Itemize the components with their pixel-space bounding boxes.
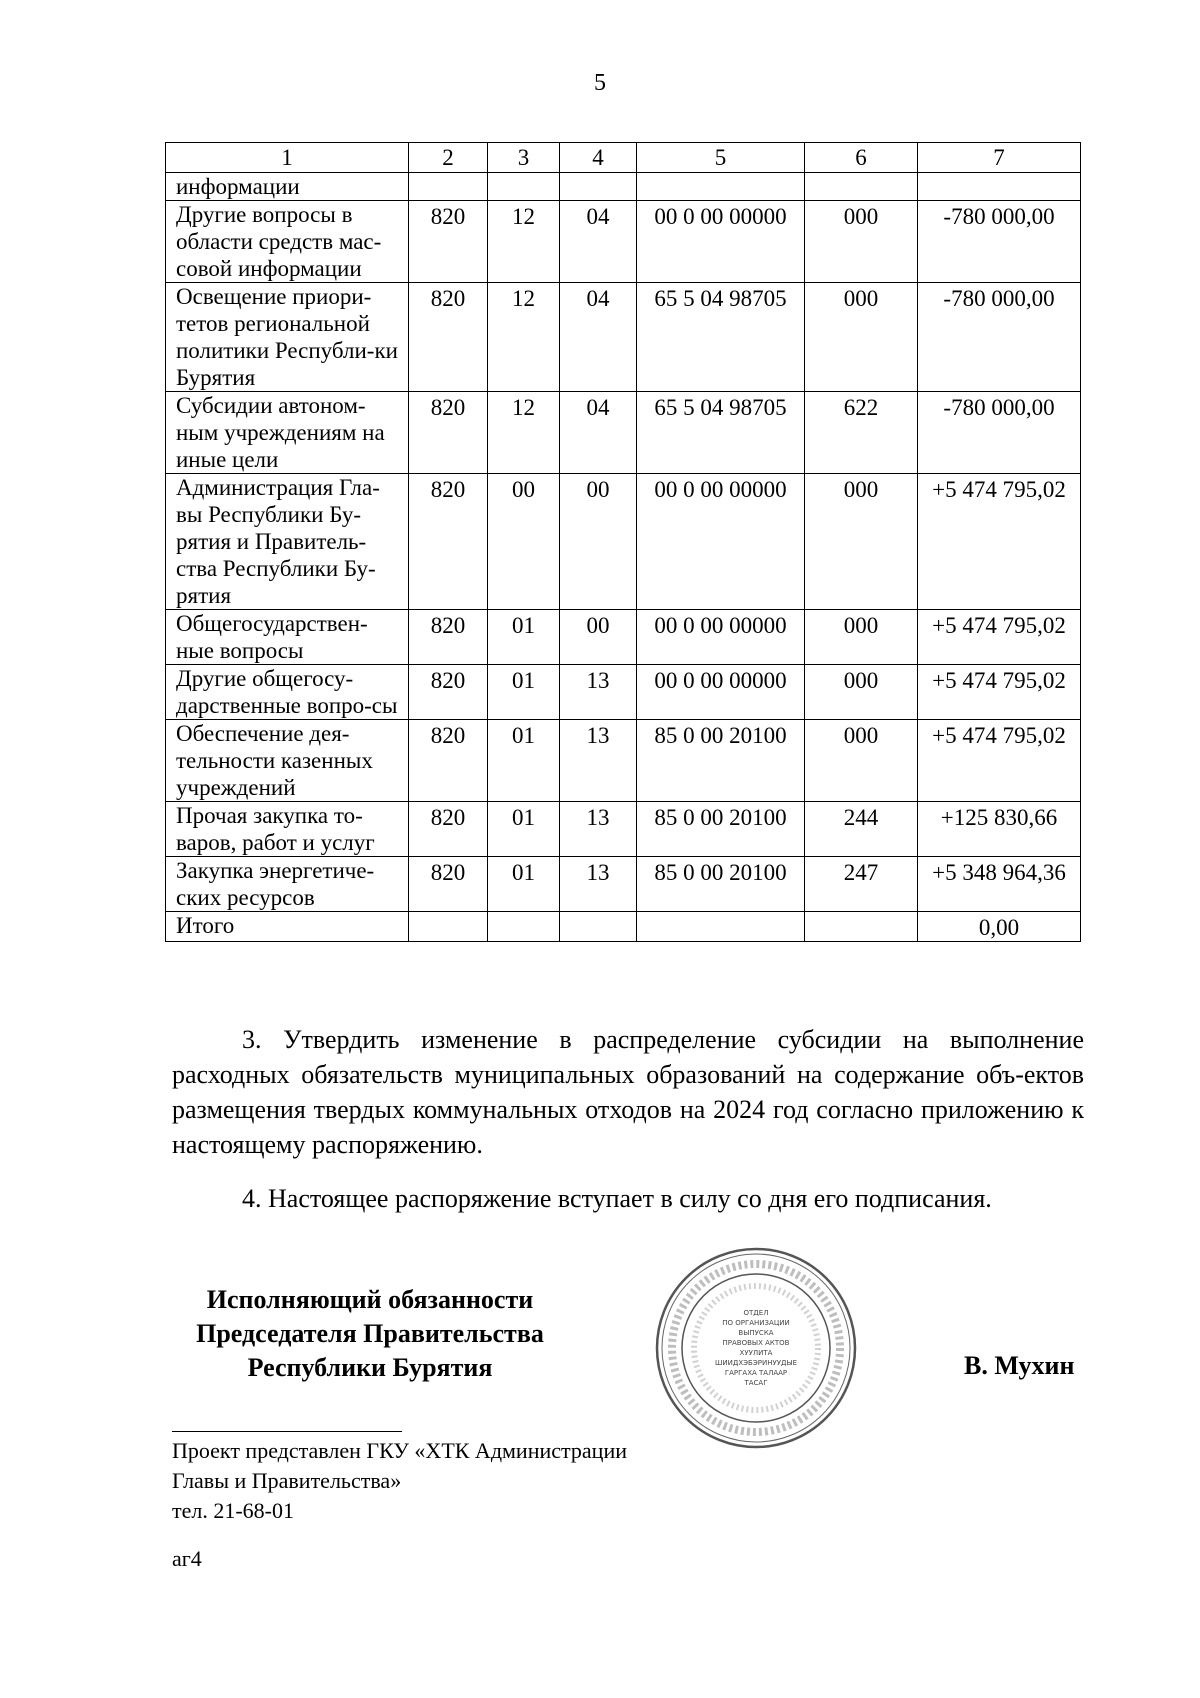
header-cell: 3 (488, 143, 560, 173)
paragraph-4: 4. Настоящее распоряжение вступает в силу со дня его подписания. (242, 1184, 992, 1213)
row-value-cell: 04 (560, 392, 637, 474)
table-row (166, 474, 1081, 610)
row-value-cell: 820 (409, 665, 488, 720)
row-name-cell: Прочая закупка то-варов, работ и услуг (166, 802, 409, 857)
row-name-cell: Субсидии автоном-ным учреждениям на иные цели (166, 392, 409, 474)
row-name-cell: Другие общегосу-дарственные вопро-сы (166, 665, 409, 720)
row-value-cell: +5 474 795,02 (918, 474, 1081, 610)
row-value-cell: 00 (560, 474, 637, 610)
table-header-row (166, 143, 1081, 173)
row-value-cell: 65 5 04 98705 (637, 283, 805, 392)
total-label-cell: Итого (166, 912, 409, 942)
table-row (166, 720, 1081, 802)
continuation-row (166, 173, 1081, 201)
table-row (166, 392, 1081, 474)
seal-text-line: ШИИДХЭБЭРИНУУДЫЕ (714, 1359, 798, 1367)
row-value-cell: 000 (805, 720, 918, 802)
row-value-cell: 820 (409, 857, 488, 912)
row-value-cell: 000 (805, 474, 918, 610)
table-row (166, 201, 1081, 283)
row-value-cell: 04 (560, 283, 637, 392)
row-value-cell: -780 000,00 (918, 201, 1081, 283)
seal-text-line: ТАСАГ (744, 1379, 768, 1387)
header-cell: 2 (409, 143, 488, 173)
table-row (166, 665, 1081, 720)
seal-text-line: ХУУЛИТА (739, 1349, 773, 1357)
row-value-cell: 000 (805, 610, 918, 665)
footnote-line: Главы и Правительства» (172, 1468, 402, 1493)
table-row (166, 802, 1081, 857)
row-value-cell: 13 (560, 720, 637, 802)
footnote-line: Проект представлен ГКУ «ХТК Администрации (172, 1438, 627, 1463)
row-value-cell: 244 (805, 802, 918, 857)
row-value-cell: 85 0 00 20100 (637, 720, 805, 802)
row-name-cell: Обеспечение дея-тельности казенных учреждений (166, 720, 409, 802)
row-value-cell: 85 0 00 20100 (637, 857, 805, 912)
row-value-cell: -780 000,00 (918, 392, 1081, 474)
row-value-cell: 820 (409, 283, 488, 392)
row-value-cell: 85 0 00 20100 (637, 802, 805, 857)
official-seal-stamp (655, 1247, 857, 1449)
row-value-cell: 12 (488, 392, 560, 474)
footnote (172, 1436, 627, 1526)
row-value-cell: 000 (805, 283, 918, 392)
signatory-name: В. Мухин (964, 1351, 1075, 1380)
row-value-cell: 00 (488, 474, 560, 610)
row-value-cell: 820 (409, 720, 488, 802)
header-cell: 1 (166, 143, 409, 173)
row-value-cell: +125 830,66 (918, 802, 1081, 857)
seal-text-line: ОТДЕЛ (743, 1309, 769, 1317)
row-value-cell: 820 (409, 392, 488, 474)
table-row (166, 857, 1081, 912)
row-value-cell: 12 (488, 201, 560, 283)
row-name-cell: Общегосударствен-ные вопросы (166, 610, 409, 665)
row-value-cell: 13 (560, 802, 637, 857)
row-value-cell: 00 0 00 00000 (637, 201, 805, 283)
signatory-title-line: Республики Бурятия (247, 1353, 493, 1382)
header-cell: 6 (805, 143, 918, 173)
signatory-title-line: Председателя Правительства (196, 1319, 544, 1348)
page-number: 5 (594, 70, 606, 96)
row-value-cell: 12 (488, 283, 560, 392)
row-value-cell: 000 (805, 201, 918, 283)
row-name-cell: Администрация Гла-вы Республики Бу-рятия и Правитель-ства Республики Бу-рятия (166, 474, 409, 610)
footnote-divider (172, 1431, 402, 1432)
header-cell: 4 (560, 143, 637, 173)
row-value-cell: 13 (560, 857, 637, 912)
row-value-cell: 622 (805, 392, 918, 474)
row-value-cell: 65 5 04 98705 (637, 392, 805, 474)
row-value-cell: 820 (409, 474, 488, 610)
budget-table (165, 142, 1081, 942)
row-value-cell: 000 (805, 665, 918, 720)
table-total-row (166, 912, 1081, 942)
row-value-cell: -780 000,00 (918, 283, 1081, 392)
paragraph-3: 3. Утвердить изменение в распределение субсидии на выполнение расходных обязательств муниципальных образований на содержание объ-ектов размещения твердых коммунальных отходов на 2024 год согласно приложению к настоящему распоряжению. (172, 1025, 1084, 1159)
footnote-line: тел. 21-68-01 (172, 1498, 295, 1523)
signatory-title-line: Исполняющий обязанности (206, 1285, 534, 1314)
row-value-cell: 13 (560, 665, 637, 720)
row-value-cell: 04 (560, 201, 637, 283)
table-row (166, 283, 1081, 392)
row-value-cell: +5 348 964,36 (918, 857, 1081, 912)
row-value-cell: +5 474 795,02 (918, 665, 1081, 720)
row-value-cell: 820 (409, 802, 488, 857)
row-value-cell: +5 474 795,02 (918, 720, 1081, 802)
row-name-cell: Освещение приори-тетов региональной политики Республи-ки Бурятия (166, 283, 409, 392)
row-value-cell: 01 (488, 720, 560, 802)
signatory-title (160, 1283, 580, 1385)
row-value-cell: 247 (805, 857, 918, 912)
seal-text-line: ВЫПУСКА (738, 1329, 774, 1337)
row-value-cell: 820 (409, 610, 488, 665)
row-value-cell: 00 (560, 610, 637, 665)
row-value-cell: 00 0 00 00000 (637, 474, 805, 610)
seal-text-line: ПО ОРГАНИЗАЦИИ (722, 1319, 790, 1327)
row-value-cell: 00 0 00 00000 (637, 610, 805, 665)
row-name-cell: Закупка энергетиче-ских ресурсов (166, 857, 409, 912)
header-cell: 7 (918, 143, 1081, 173)
row-value-cell: 00 0 00 00000 (637, 665, 805, 720)
row-name-cell: Другие вопросы в области средств мас-совой информации (166, 201, 409, 283)
row-value-cell: 01 (488, 665, 560, 720)
header-cell: 5 (637, 143, 805, 173)
row-value-cell: 01 (488, 610, 560, 665)
row-value-cell: 01 (488, 802, 560, 857)
row-value-cell: 01 (488, 857, 560, 912)
total-value-cell: 0,00 (918, 912, 1081, 942)
table-row (166, 610, 1081, 665)
row-value-cell: 820 (409, 201, 488, 283)
document-code: аг4 (172, 1546, 202, 1571)
row-value-cell: +5 474 795,02 (918, 610, 1081, 665)
continuation-cell: информации (166, 173, 409, 201)
seal-text-line: ПРАВОВЫХ АКТОВ (722, 1339, 790, 1347)
seal-text-line: ГАРГАХА ТАЛААР (724, 1369, 788, 1377)
